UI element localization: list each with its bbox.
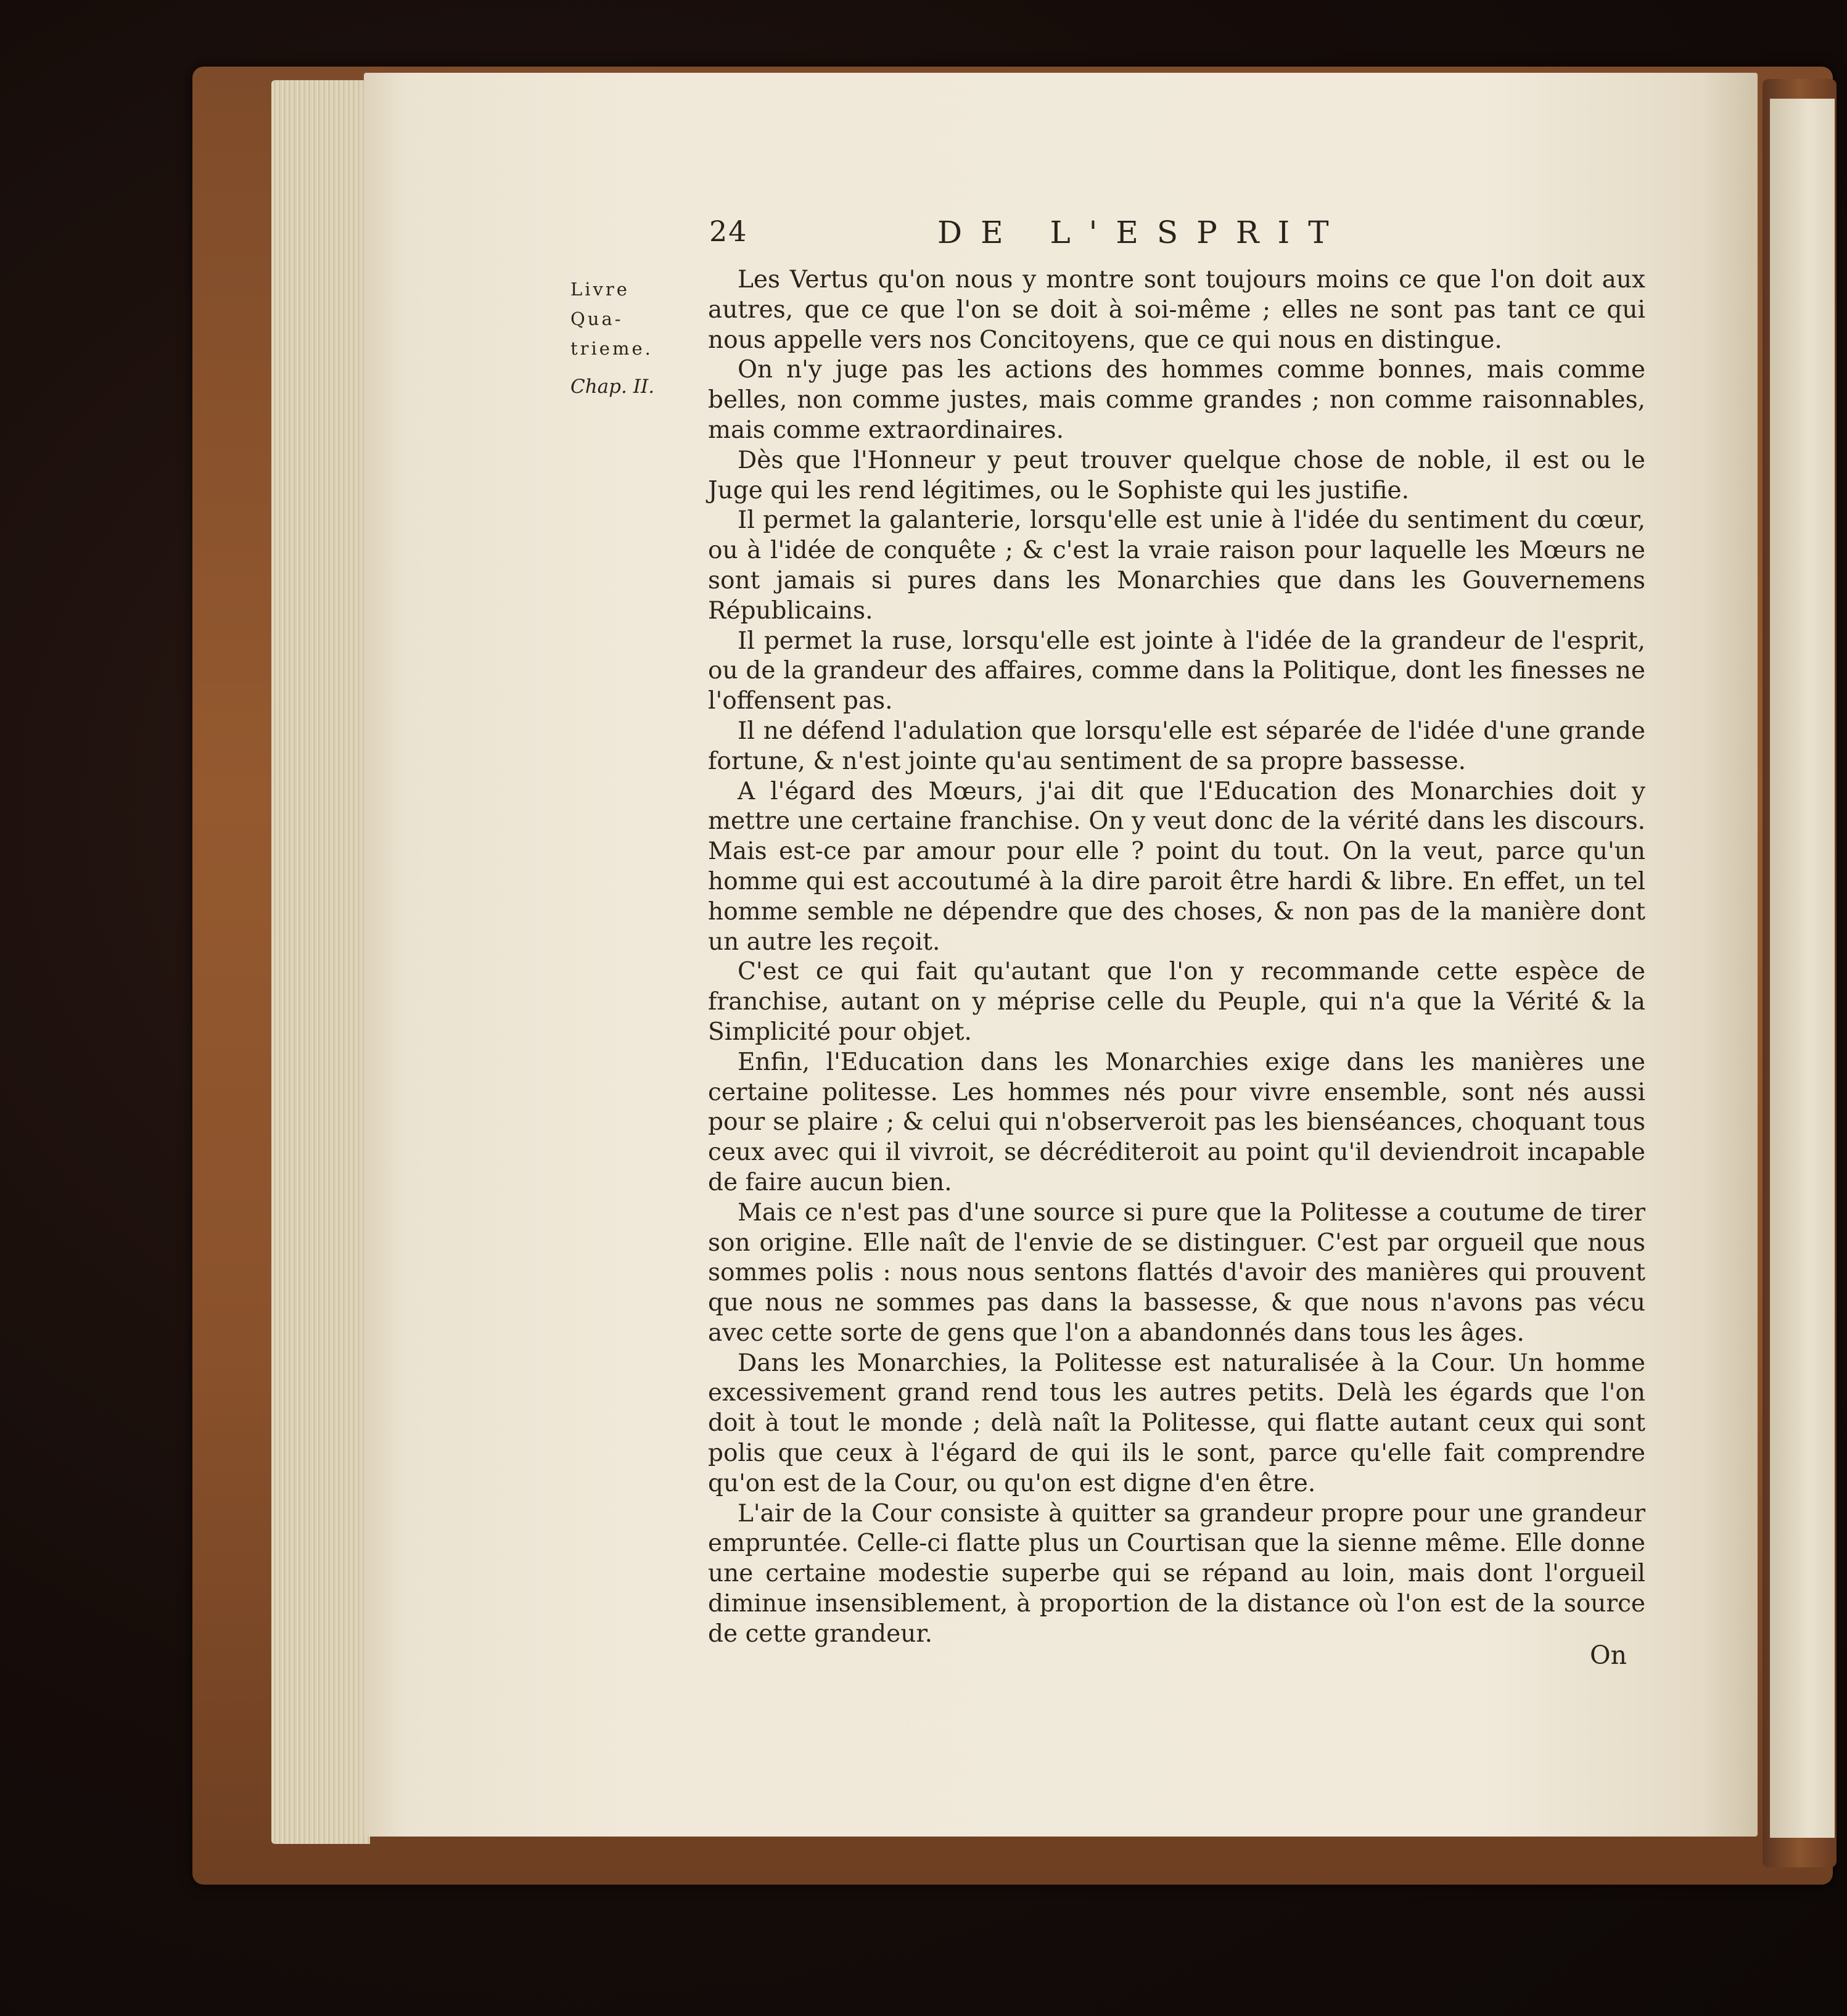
paragraph: Il ne défend l'adulation que lorsqu'elle est séparée de l'idée d'une grande fortune, & n'est jointe qu'au sentiment de sa propre bassesse.	[708, 717, 1645, 775]
paragraph: Mais ce n'est pas d'une source si pure que la Politesse a coutume de tirer son origine. Elle naît de l'envie de se distinguer. C'est par orgueil que nous sommes polis : nous nous sentons flattés d'avoir des manières qui prouvent que nous ne sommes pas dans la bassesse, & que nous n'avons pas vécu avec cette sorte de gens que l'on a abandonnés dans tous les âges.	[708, 1198, 1645, 1347]
paragraph: Dans les Monarchies, la Politesse est naturalisée à la Cour. Un homme excessivement grand rend tous les autres petits. Delà les égards que l'on doit à tout le monde ; delà naît la Politesse, qui flatte autant ceux qui sont polis que ceux à l'égard de qui ils le sont, parce qu'elle fait comprendre qu'on est de la Cour, ou qu'on est digne d'en être.	[708, 1349, 1645, 1497]
running-title: DE L'ESPRIT	[937, 215, 1347, 250]
paragraph: L'air de la Cour consiste à quitter sa grandeur propre pour une grandeur empruntée. Celle-ci flatte plus un Courtisan que la sienne même. Elle donne une certaine modestie superbe qui se répand au loin, mais dont l'orgueil diminue insensiblement, à proportion de la distance où l'on est de la source de cette grandeur.	[708, 1499, 1645, 1648]
margin-note-line-3: trieme.	[570, 338, 653, 359]
paragraph: A l'égard des Mœurs, j'ai dit que l'Education des Monarchies doit y mettre une certaine franchise. On y veut donc de la vérité dans les discours. Mais est-ce par amour pour elle ? point du tout. On la veut, parce qu'un homme qui est accoutumé à la dire paroit être hardi & libre. En effet, un tel homme semble ne dépendre que des choses, & non pas de la manière dont un autre les reçoit.	[708, 777, 1645, 956]
page-header	[709, 204, 1388, 259]
paragraph: Il permet la ruse, lorsqu'elle est jointe à l'idée de la grandeur de l'esprit, ou de la grandeur des affaires, comme dans la Politique, dont les finesses ne l'offensent pas.	[708, 627, 1645, 715]
margin-note-line-2: Qua-	[570, 308, 623, 329]
body-text	[708, 265, 1645, 1650]
facing-page-edge	[1770, 99, 1835, 1838]
margin-note	[570, 274, 706, 401]
paragraph: Les Vertus qu'on nous y montre sont toujours moins ce que l'on doit aux autres, que ce que l'on se doit à soi-même ; elles ne sont pas tant ce qui nous appelle vers nos Concitoyens, que ce qui nous en distingue.	[708, 266, 1645, 354]
page-stack-edges	[271, 80, 370, 1844]
margin-note-line-1: Livre	[570, 279, 630, 300]
paragraph: On n'y juge pas les actions des hommes comme bonnes, mais comme belles, non comme justes, mais comme grandes ; non comme raisonnables, mais comme extraordinaires.	[708, 356, 1645, 444]
page-number: 24	[709, 215, 748, 248]
paragraph: Il permet la galanterie, lorsqu'elle est unie à l'idée du sentiment du cœur, ou à l'idée de conquête ; & c'est la vraie raison pour laquelle les Mœurs ne sont jamais si pures dans les Monarchies que dans les Gouvernemens Républicains.	[708, 506, 1645, 625]
paragraph: Dès que l'Honneur y peut trouver quelque chose de noble, il est ou le Juge qui les rend légitimes, ou le Sophiste qui les justifie.	[708, 446, 1645, 504]
margin-note-chapter: Chap. II.	[570, 376, 655, 398]
paragraph: C'est ce qui fait qu'autant que l'on y recommande cette espèce de franchise, autant on y méprise celle du Peuple, qui n'a que la Vérité & la Simplicité pour objet.	[708, 958, 1645, 1046]
paragraph: Enfin, l'Education dans les Monarchies exige dans les manières une certaine politesse. Les hommes nés pour vivre ensemble, sont nés aussi pour se plaire ; & celui qui n'observeroit pas les bienséances, choquant tous ceux avec qui il vivroit, se décréditeroit au point qu'il deviendroit incapable de faire aucun bien.	[708, 1048, 1645, 1196]
catchword: On	[1590, 1640, 1627, 1670]
